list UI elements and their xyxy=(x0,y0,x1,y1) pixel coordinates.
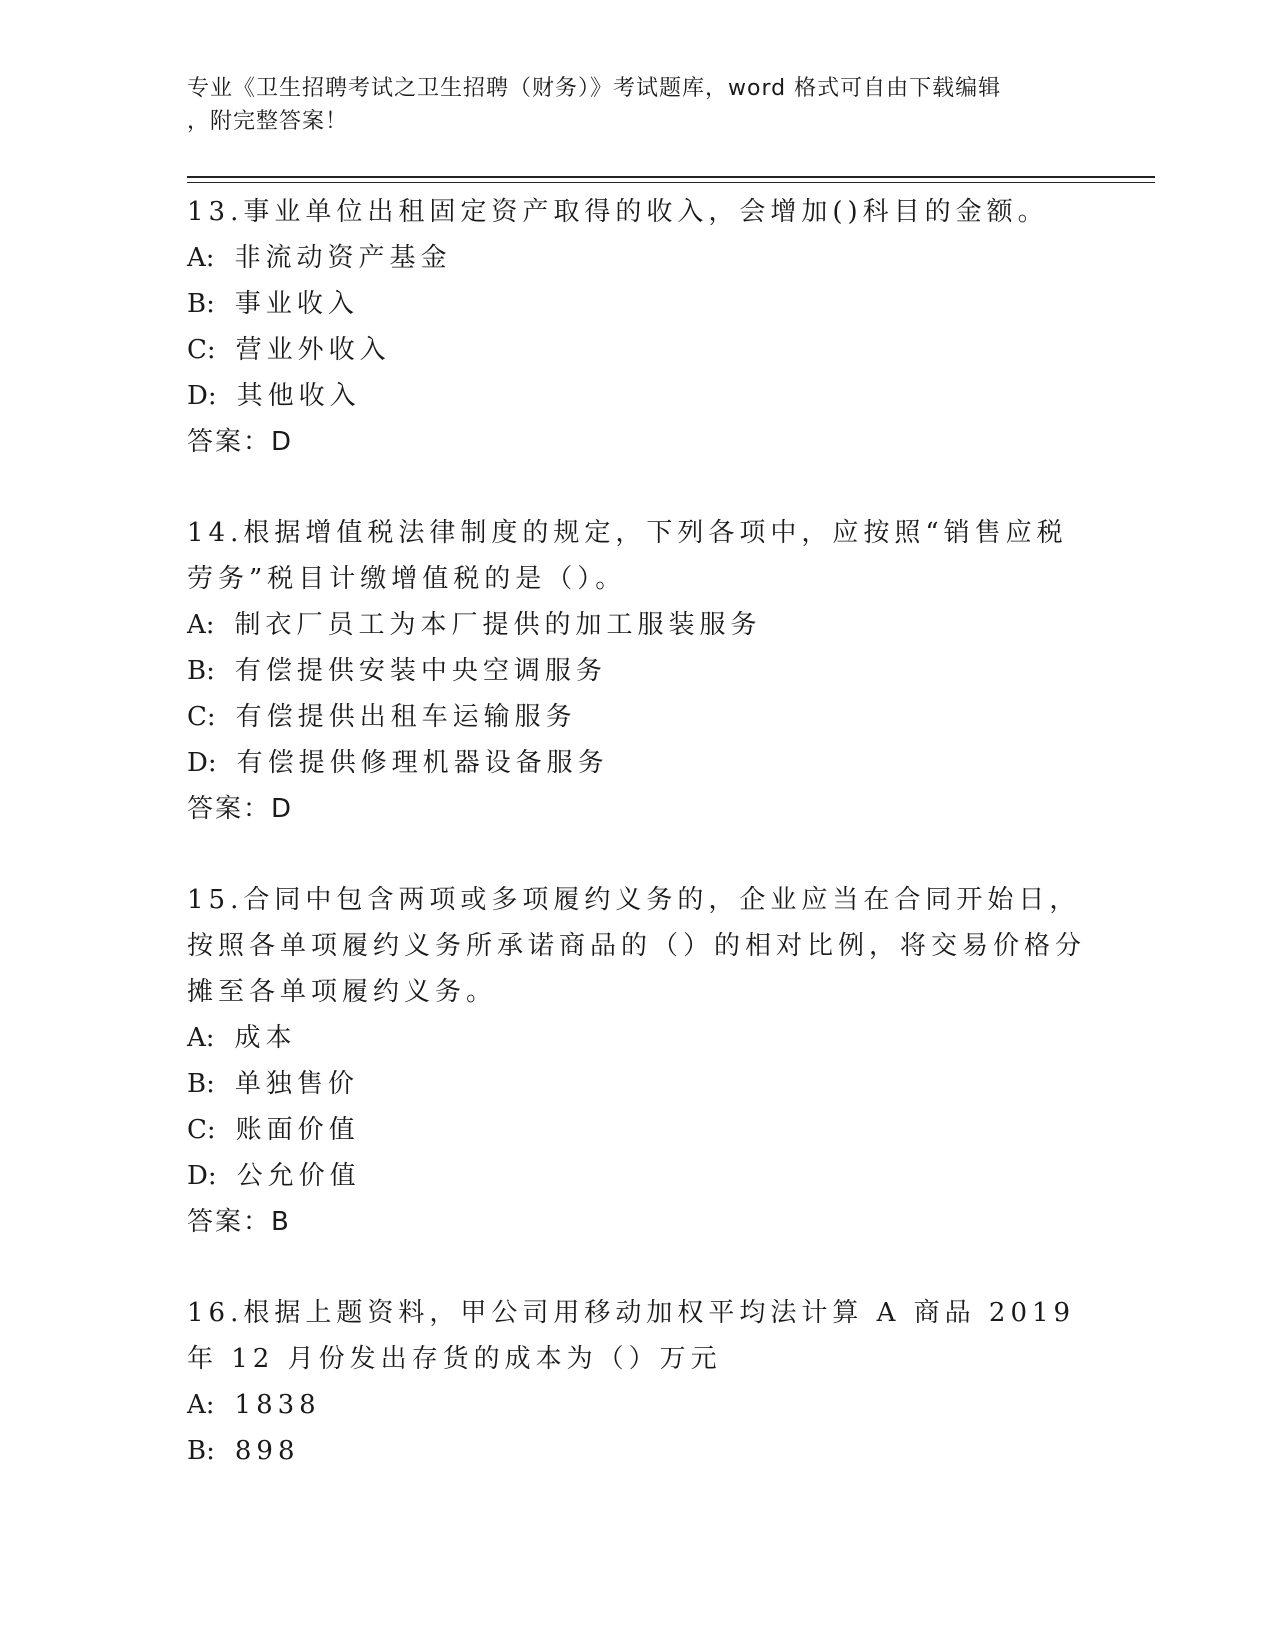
option-b: B: 事业收入 xyxy=(187,289,359,319)
option-a: A: 成本 xyxy=(187,1023,297,1053)
option-b: B: 898 xyxy=(187,1436,300,1466)
answer-line: 答案：D xyxy=(187,794,294,824)
question-stem: 16.根据上题资料，甲公司用移动加权平均法计算 A 商品 2019 年 12 月份发出存货的成本为（）万元 xyxy=(187,1298,1076,1374)
question-16 xyxy=(187,1290,1087,1474)
option-a: A: 1838 xyxy=(187,1390,321,1420)
option-d: D: 公允价值 xyxy=(187,1161,361,1191)
document-header xyxy=(187,72,1087,138)
option-c: C: 有偿提供出租车运输服务 xyxy=(187,702,577,732)
option-a: A: 制衣厂员工为本厂提供的加工服装服务 xyxy=(187,610,762,640)
answer-line: 答案：B xyxy=(187,1207,291,1237)
option-c: C: 营业外收入 xyxy=(187,335,391,365)
question-stem: 14.根据增值税法律制度的规定，下列各项中，应按照“销售应税劳务”税目计缴增值税的是（）。 xyxy=(187,518,1068,594)
question-14 xyxy=(187,510,1087,832)
header-line-1: 专业《卫生招聘考试之卫生招聘（财务）》考试题库，word 格式可自由下载编辑 xyxy=(187,76,1002,101)
option-d: D: 有偿提供修理机器设备服务 xyxy=(187,748,609,778)
question-list xyxy=(187,189,1087,1519)
question-13 xyxy=(187,189,1087,465)
header-rule-thin xyxy=(187,182,1155,183)
option-c: C: 账面价值 xyxy=(187,1115,360,1145)
option-a: A: 非流动资产基金 xyxy=(187,243,452,273)
question-stem: 15.合同中包含两项或多项履约义务的，企业应当在合同开始日，按照各单项履约义务所承诺商品的（）的相对比例，将交易价格分摊至各单项履约义务。 xyxy=(187,885,1087,1007)
option-d: D: 其他收入 xyxy=(187,381,361,411)
option-b: B: 有偿提供安装中央空调服务 xyxy=(187,656,607,686)
option-b: B: 单独售价 xyxy=(187,1069,359,1099)
question-15 xyxy=(187,877,1087,1245)
header-line-2: ，附完整答案！ xyxy=(187,109,349,134)
answer-line: 答案：D xyxy=(187,427,294,457)
header-rule-thick xyxy=(187,176,1155,178)
question-stem: 13.事业单位出租固定资产取得的收入，会增加()科目的金额。 xyxy=(187,197,1049,227)
